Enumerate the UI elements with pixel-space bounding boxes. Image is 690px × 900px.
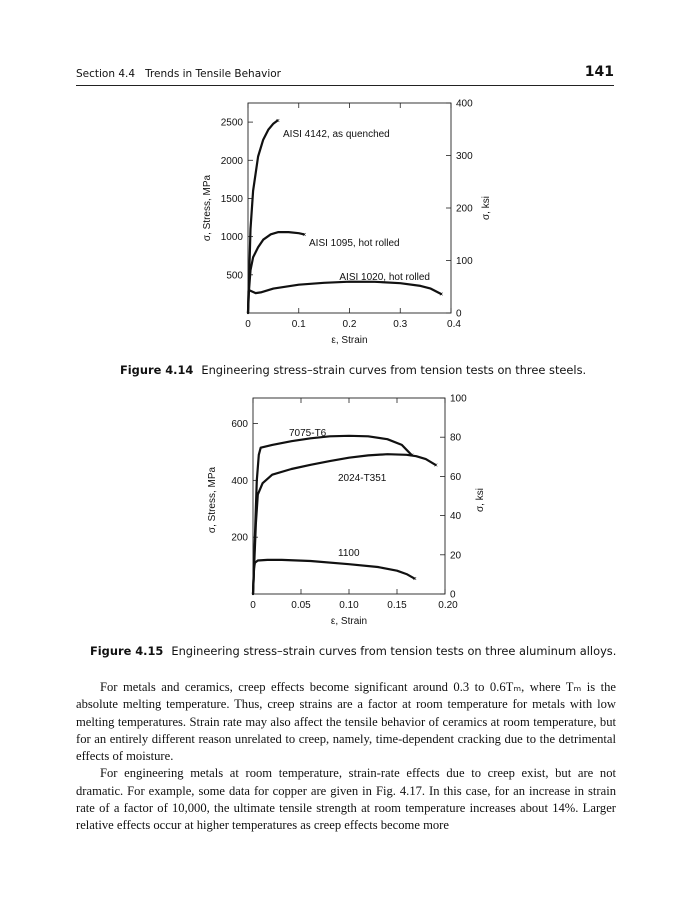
y-tick-label: 2000: [220, 155, 243, 167]
fracture-mark: ×: [409, 452, 414, 460]
y-axis-label: σ, Stress, MPa: [207, 466, 218, 534]
fracture-mark: ×: [412, 575, 417, 583]
page-number: 141: [584, 64, 614, 80]
series-line-1100: [253, 560, 414, 594]
y2-tick-label: 0: [450, 589, 456, 601]
figure-4-14-caption: [120, 363, 586, 377]
figure-caption-text: Engineering stress–strain curves from tension tests on three aluminum alloys.: [171, 644, 617, 658]
plot-area: [202, 99, 492, 347]
fracture-mark: ×: [302, 231, 307, 239]
x-tick-label: 0: [250, 600, 256, 611]
fracture-mark: ×: [433, 462, 438, 470]
figure-caption-text: Engineering stress–strain curves from tension tests on three steels.: [201, 363, 587, 377]
series-label-2024-t351: 2024-T351: [338, 473, 387, 484]
y-tick-label: 1000: [220, 232, 243, 244]
y2-tick-label: 60: [450, 471, 462, 483]
y2-axis-label: σ, ksi: [475, 488, 486, 512]
y-tick-label: 2500: [220, 117, 243, 129]
y-tick-label: 600: [231, 419, 248, 431]
x-tick-label: 0.05: [291, 600, 311, 611]
steel-stress-strain-chart: [0, 95, 690, 355]
figure-4-15-caption: [90, 644, 616, 658]
series-line-aisi-1095-hot-rolled: [248, 231, 307, 313]
y-axis-label: σ, Stress, MPa: [202, 174, 213, 242]
body-text: [76, 679, 616, 835]
running-head-left: [76, 68, 281, 80]
plot-area: [207, 394, 486, 628]
series-line-7075-t6: [253, 436, 411, 594]
section-number: Section 4.4: [76, 68, 136, 80]
x-tick-label: 0.2: [342, 319, 357, 330]
series-line-aisi-1020-hot-rolled: [248, 282, 444, 313]
x-tick-label: 0.10: [339, 600, 359, 611]
running-header: [76, 64, 614, 84]
series-label-7075-t6: 7075-T6: [289, 428, 327, 439]
x-tick-label: 0.1: [291, 319, 306, 330]
y2-tick-label: 40: [450, 511, 462, 523]
figure-label: Figure 4.15: [90, 644, 164, 658]
y2-tick-label: 80: [450, 432, 462, 444]
section-title: Trends in Tensile Behavior: [145, 68, 282, 80]
x-tick-label: 0: [245, 319, 251, 330]
x-tick-label: 0.15: [387, 600, 407, 611]
fracture-mark: ×: [275, 118, 280, 126]
x-tick-label: 0.20: [438, 600, 458, 611]
y2-tick-label: 200: [456, 203, 473, 215]
series-label-aisi-4142-as-quenched: AISI 4142, as quenched: [283, 129, 390, 140]
paragraph: For engineering metals at room temperature, strain-rate effects due to creep exist, but are not dramatic. For example, some data for copper are given in Fig. 4.17. In this case, for an increase in strain rate of a factor of 10,000, the ultimate tensile strength at room temperature increases about 14%. Larger relative effects occur at higher temperatures as creep effects become more: [76, 766, 616, 833]
fracture-mark: ×: [439, 291, 444, 299]
y2-tick-label: 0: [456, 308, 462, 320]
aluminum-stress-strain-chart: [0, 390, 690, 630]
series-label-1100: 1100: [338, 548, 360, 559]
y2-tick-label: 400: [456, 98, 473, 110]
y2-axis-label: σ, ksi: [481, 196, 492, 220]
series-label-aisi-1020-hot-rolled: AISI 1020, hot rolled: [339, 272, 430, 283]
y-tick-label: 400: [231, 475, 248, 487]
y2-tick-label: 300: [456, 151, 473, 162]
header-rule: [76, 85, 614, 86]
series-label-aisi-1095-hot-rolled: AISI 1095, hot rolled: [309, 238, 400, 249]
figure-label: Figure 4.14: [120, 363, 194, 377]
x-axis-label: ε, Strain: [330, 616, 368, 627]
y-tick-label: 500: [226, 270, 243, 282]
y2-tick-label: 20: [450, 550, 462, 562]
paragraph: For metals and ceramics, creep effects become significant around 0.3 to 0.6Tₘ, where Tₘ is the absolute melting temperature. Thus, creep strains are a factor at room temperature for metals with low melting temperatures. Strain rate may also affect the tensile behavior of ceramics at room temperature, but for an entirely different reason unrelated to creep, namely, time-dependent cracking due to the detrimental effects of moisture.: [76, 680, 616, 764]
x-tick-label: 0.3: [393, 319, 408, 330]
series-line-aisi-4142-as-quenched: [248, 121, 277, 313]
y-tick-label: 1500: [220, 193, 243, 205]
y2-tick-label: 100: [450, 393, 467, 405]
y2-tick-label: 100: [456, 256, 473, 267]
x-axis-label: ε, Strain: [331, 335, 368, 346]
x-tick-label: 0.4: [447, 319, 461, 330]
y-tick-label: 200: [231, 532, 248, 544]
